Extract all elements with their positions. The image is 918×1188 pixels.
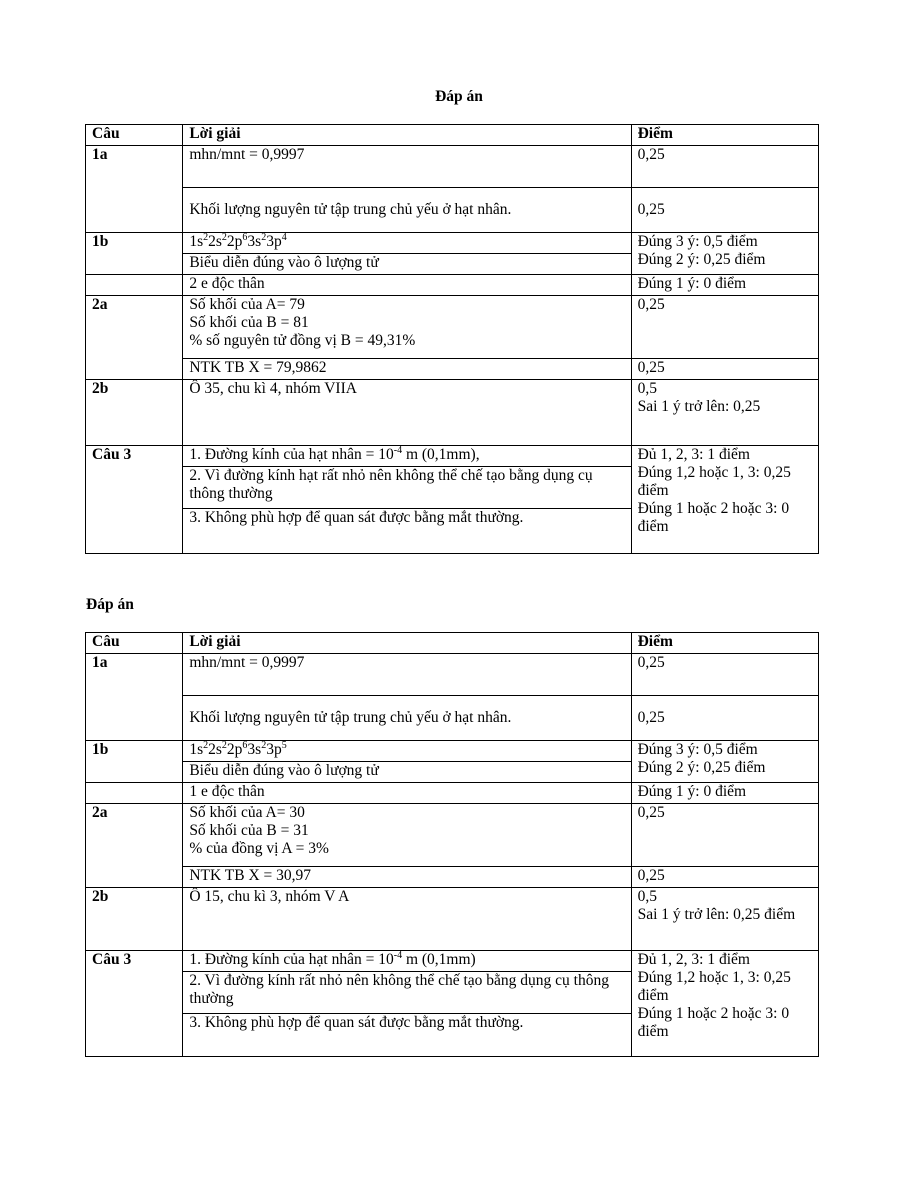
points-cell: Đủ 1, 2, 3: 1 điểm Đúng 1,2 hoặc 1, 3: 0,25 điểm Đúng 1 hoặc 2 hoặc 3: 0 điểm (631, 951, 818, 1057)
points-cell: 0,25 (631, 654, 818, 696)
header-points: Điểm (631, 633, 818, 654)
empty-cell (86, 275, 183, 296)
solution-cell: Ô 15, chu kì 3, nhóm V A (183, 888, 631, 951)
solution-cell: Biểu diễn đúng vào ô lượng tử (183, 254, 631, 275)
question-label: Câu 3 (86, 446, 183, 554)
question-label: 2b (86, 888, 183, 951)
table-row (86, 446, 819, 467)
answer-table-2 (85, 632, 819, 1057)
points-cell: Đúng 1 ý: 0 điểm (631, 783, 818, 804)
empty-cell (86, 783, 183, 804)
points-cell: Đúng 3 ý: 0,5 điểm Đúng 2 ý: 0,25 điểm (631, 741, 818, 783)
question-label: 1a (86, 146, 183, 233)
table-header-row (86, 633, 819, 654)
question-label: Câu 3 (86, 951, 183, 1057)
solution-cell: 3. Không phù hợp để quan sát được bằng mắt thường. (183, 1014, 631, 1057)
table-row (86, 275, 819, 296)
points-cell: 0,25 (631, 359, 818, 380)
solution-cell: 2 e độc thân (183, 275, 631, 296)
table-row (86, 741, 819, 762)
electron-config-cell: $1s^22s^22p^63s^23p^4$ (183, 233, 631, 254)
solution-cell: Biểu diễn đúng vào ô lượng tử (183, 762, 631, 783)
table-row (86, 188, 819, 233)
points-cell: Đúng 1 ý: 0 điểm (631, 275, 818, 296)
header-question: Câu (86, 633, 183, 654)
table-row (86, 696, 819, 741)
table-row (86, 359, 819, 380)
table-row (86, 867, 819, 888)
table-row (86, 146, 819, 188)
points-cell: 0,5 Sai 1 ý trở lên: 0,25 điểm (631, 888, 818, 951)
question-label: 2a (86, 804, 183, 888)
points-cell: 0,25 (631, 146, 818, 188)
answer-table-1 (85, 124, 819, 554)
solution-cell: 1 e độc thân (183, 783, 631, 804)
points-cell: 0,5 Sai 1 ý trở lên: 0,25 (631, 380, 818, 446)
solution-cell: NTK TB X = 30,97 (183, 867, 631, 888)
table-header-row (86, 125, 819, 146)
table-row (86, 951, 819, 972)
solution-cell: Khối lượng nguyên tử tập trung chủ yếu ở hạt nhân. (183, 696, 631, 741)
points-cell: 0,25 (631, 804, 818, 867)
question-label: 2b (86, 380, 183, 446)
header-solution: Lời giải (183, 125, 631, 146)
solution-cell: Số khối của A= 30 Số khối của B = 31 % của đồng vị A = 3% (183, 804, 631, 867)
solution-cell: mhn/mnt = 0,9997 (183, 146, 631, 188)
solution-cell: 2. Vì đường kính hạt rất nhỏ nên không thể chế tạo bằng dụng cụ thông thường (183, 467, 631, 509)
points-cell: 0,25 (631, 188, 818, 233)
solution-cell: 1. Đường kính của hạt nhân = $10^{-4}$ m (0,1mm) (183, 951, 631, 972)
table-row (86, 804, 819, 867)
header-points: Điểm (631, 125, 818, 146)
solution-cell: Ô 35, chu kì 4, nhóm VIIA (183, 380, 631, 446)
question-label: 2a (86, 296, 183, 380)
solution-cell: 3. Không phù hợp để quan sát được bằng mắt thường. (183, 509, 631, 554)
points-cell: 0,25 (631, 867, 818, 888)
solution-cell: NTK TB X = 79,9862 (183, 359, 631, 380)
solution-cell: Số khối của A= 79 Số khối của B = 81 % số nguyên tử đồng vị B = 49,31% (183, 296, 631, 359)
question-label: 1b (86, 741, 183, 783)
table-row (86, 888, 819, 951)
solution-cell: 2. Vì đường kính rất nhỏ nên không thể chế tạo bằng dụng cụ thông thường (183, 972, 631, 1014)
table-row (86, 296, 819, 359)
points-cell: 0,25 (631, 696, 818, 741)
solution-cell: 1. Đường kính của hạt nhân = $10^{-4}$ m (0,1mm), (183, 446, 631, 467)
header-solution: Lời giải (183, 633, 631, 654)
question-label: 1b (86, 233, 183, 275)
table-row (86, 233, 819, 254)
answer-title-1: Đáp án (435, 88, 483, 105)
table-row (86, 654, 819, 696)
electron-config-cell: $1s^22s^22p^63s^23p^5$ (183, 741, 631, 762)
table-row (86, 380, 819, 446)
answer-title-2: Đáp án (86, 596, 134, 613)
solution-cell: Khối lượng nguyên tử tập trung chủ yếu ở hạt nhân. (183, 188, 631, 233)
points-cell: Đúng 3 ý: 0,5 điểm Đúng 2 ý: 0,25 điểm (631, 233, 818, 275)
header-question: Câu (86, 125, 183, 146)
table-row (86, 783, 819, 804)
points-cell: Đủ 1, 2, 3: 1 điểm Đúng 1,2 hoặc 1, 3: 0,25 điểm Đúng 1 hoặc 2 hoặc 3: 0 điểm (631, 446, 818, 554)
question-label: 1a (86, 654, 183, 741)
solution-cell: mhn/mnt = 0,9997 (183, 654, 631, 696)
points-cell: 0,25 (631, 296, 818, 359)
